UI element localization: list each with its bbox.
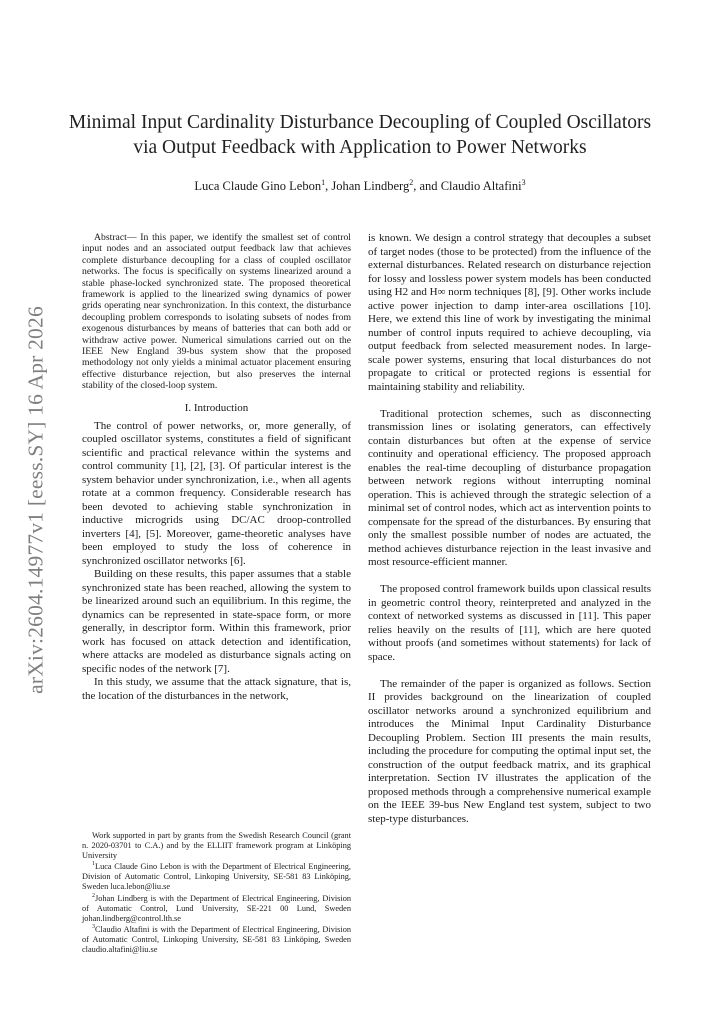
footnote: $^3$Claudio Altafini is with the Department of Electrical Engineering, Division of Automatic Control, Linkoping University, SE-581 83 Linköping, Sweden claudio.altafini@liu.se <box>82 924 351 955</box>
author-affiliation-mark: 2 <box>409 178 414 187</box>
paper-title <box>60 110 660 160</box>
author-list <box>60 178 660 194</box>
author-name: Johan Lindberg <box>331 179 410 194</box>
author-separator: , <box>325 179 332 194</box>
footnote: $^1$Luca Claude Gino Lebon is with the Department of Electrical Engineering, Division of Automatic Control, Linkoping University, SE-581 83 Linköping, Sweden luca.lebon@liu.se <box>82 861 351 892</box>
section-heading: I. Introduction <box>184 401 249 414</box>
arxiv-sidebar-stamp <box>8 300 64 700</box>
footnotes <box>82 829 351 955</box>
author-affiliation-mark: 3 <box>521 178 526 187</box>
title-line-2: via Output Feedback with Application to Power Networks <box>133 137 587 158</box>
body-paragraph: In this study, we assume that the attack signature, that is, the location of the disturbances in the network, <box>82 676 351 702</box>
body-paragraph: The control of power networks, or, more generally, of coupled oscillator systems, constitutes a field of significant scientific and practical relevance within the systems and control community [1], [2], [3]. Of particular interest is the system behavior under synchronization, i.e., when all agents rotate at a common frequency. Considerable research has been devoted to achieving stable synchronization in inductive microgrids using DC/AC droop-controlled inverters [4], [5]. Moreover, game-theoretic analyses have been employed to study the loss of coherence in synchronized oscillator networks [6]. <box>82 419 351 567</box>
author-affiliation-mark: 1 <box>321 178 326 187</box>
right-column <box>368 232 651 826</box>
footnote: Work supported in part by grants from the Swedish Research Council (grant n. 2020-03701 to C.A.) and by the ELLIIT framework program at Linköping University <box>82 830 351 860</box>
arxiv-identifier: arXiv:2604.14977v1 [eess.SY] 16 Apr 2026 <box>23 306 48 694</box>
body-paragraph: is known. We design a control strategy that decouples a subset of target nodes (those to be protected) from the influence of the external disturbances. Related research on disturbance rejection for lossy and lossless power system models has been conducted using H2 and H∞ norm techniques [8], [9]. Other works include active power injection to damp inter-area oscillations [10]. Here, we extend this line of work by investigating the minimal number of control inputs required to achieve decoupling, via output feedback from selected measurement nodes. In large-scale power systems, ensuring that local disturbances do not propagate to critical or protected regions is essential for maintaining stability and reliability. <box>368 232 651 393</box>
title-line-1: Minimal Input Cardinality Disturbance Decoupling of Coupled Oscillators <box>68 112 652 133</box>
body-paragraph: The remainder of the paper is organized as follows. Section II provides background on the linearization of coupled oscillator networks around a synchronized equilibrium and introduces the Minimal Input Cardinality Disturbance Decoupling Problem. Section III presents the main results, including the procedure for computing the optimal input set, the construction of the output feedback matrix, and its graphical interpretation. Section IV illustrates the application of the proposed methods through a comprehensive numerical example on the IEEE 39-bus New England test system, subject to two step-type disturbances. <box>368 677 651 825</box>
author-separator: , and <box>413 179 441 194</box>
footnote: $^2$Johan Lindberg is with the Department of Electrical Engineering, Division of Automatic Control, Lund University, SE-221 00 Lund, Sweden johan.lindberg@control.lth.se <box>82 892 351 923</box>
author-name: Luca Claude Gino Lebon <box>194 179 322 194</box>
body-paragraph: Building on these results, this paper assumes that a stable synchronized state has been reached, allowing the system to be linearized around such an equilibrium. In this regime, the dynamics can be represented in state-space form, or more generally, in descriptor form. Within this framework, prior work has focused on attack detection and identification, where attacks are modeled as disturbance signals acting on specific nodes of the network [7]. <box>82 568 351 675</box>
body-paragraph: The proposed control framework builds upon classical results in geometric control theory, reinterpreted and analyzed in the context of networked systems as discussed in [11]. This paper relies heavily on the results of [11], which are here quoted without proofs (and sometimes without statements) for lack of space. <box>368 583 651 663</box>
abstract: Abstract— In this paper, we identify the smallest set of control input nodes and an associated output feedback law that achieves complete disturbance decoupling for a class of coupled oscillator networks. The focus is specifically on systems linearized around a stable phase-locked synchronized state. The proposed theoretical framework is applied to the linearized swing dynamics of power grids operating near synchronization. In this context, the disturbance decoupling problem corresponds to isolating subsets of nodes from exogenous disturbances by means of batteries that can both add or withdraw active power. Numerical simulations carried out on the IEEE New England 39-bus system show that the proposed methodology not only yields a minimal actuator placement ensuring effective disturbance rejection, but also preserves the internal stability of the closed-loop system. <box>82 232 351 392</box>
left-column <box>82 232 351 703</box>
body-paragraph: Traditional protection schemes, such as disconnecting transmission lines or isolating generators, can effectively contain disturbances but often at the expense of service continuity and operational efficiency. The proposed approach enables the real-time decoupling of disturbance propagation between network regions without interrupting nominal operation. This is achieved through the strategic selection of a minimal set of control nodes, which act as intervention points to compensate for the spread of the disturbances. By ensuring that only the smallest possible number of nodes are actuated, the method achieves disturbance rejection in the least invasive and most resource-efficient manner. <box>368 407 651 568</box>
author-name: Claudio Altafini <box>440 179 522 194</box>
